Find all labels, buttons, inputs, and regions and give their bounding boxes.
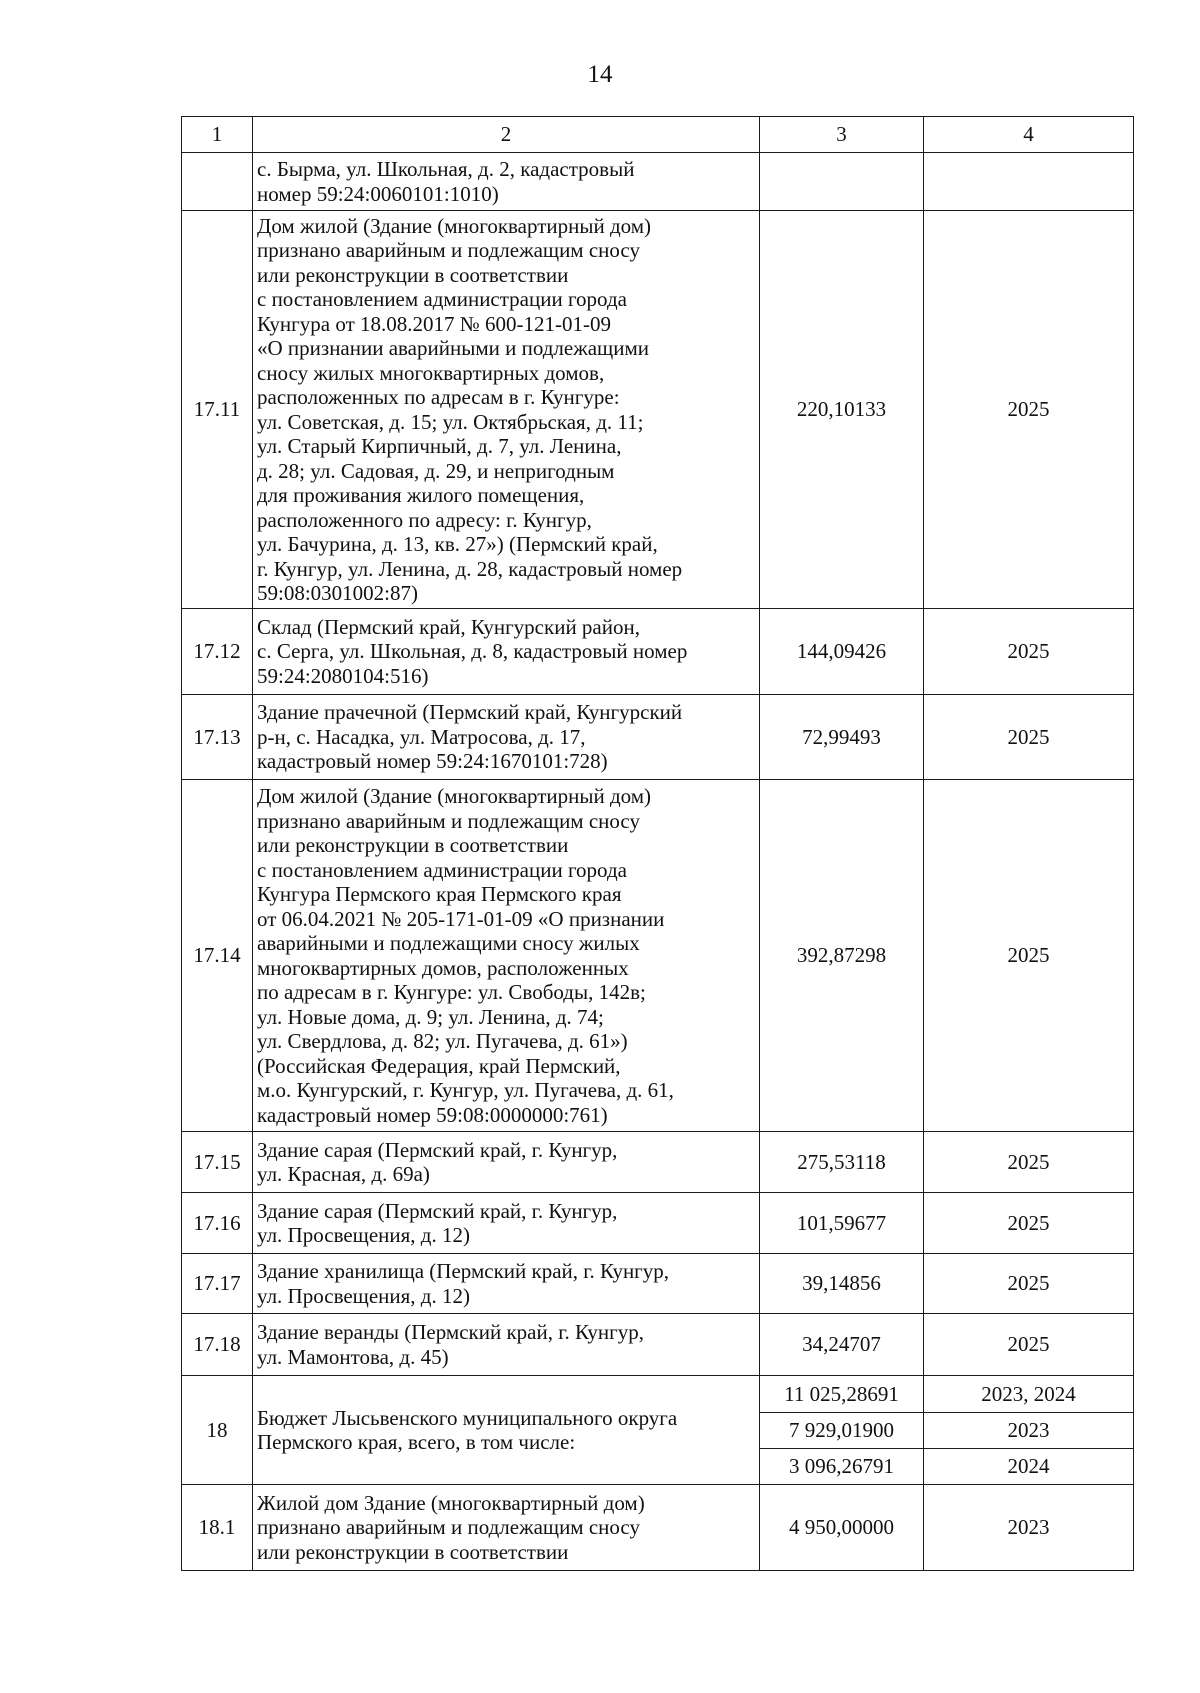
description-line: ул. Свердлова, д. 82; ул. Пугачева, д. 61») (257, 1029, 628, 1053)
row-year: 2025 (924, 1314, 1134, 1376)
row-year: 2024 (924, 1449, 1134, 1485)
description-line: ул. Просвещения, д. 12) (257, 1283, 470, 1308)
row-number: 17.12 (182, 609, 253, 695)
row-amount: 275,53118 (760, 1132, 924, 1193)
description-line: Бюджет Лысьвенского муниципального округа (257, 1405, 678, 1430)
row-amount: 144,09426 (760, 609, 924, 695)
description-line: номер 59:24:0060101:1010) (257, 181, 499, 206)
description-line: Кунгура от 18.08.2017 № 600-121-01-09 (257, 311, 612, 336)
description-line: «О признании аварийными и подлежащими (257, 336, 649, 360)
description-line: Кунгура Пермского края Пермского края (257, 882, 622, 906)
row-description (253, 695, 760, 780)
row-year: 2025 (924, 780, 1134, 1132)
description-line: (Российская Федерация, край Пермский, (257, 1053, 621, 1078)
table-row (182, 1314, 1134, 1376)
description-line: 59:24:2080104:516) (257, 663, 429, 688)
description-line: Здание прачечной (Пермский край, Кунгурский (257, 700, 683, 725)
description-line: расположенного по адресу: г. Кунгур, (257, 507, 592, 532)
row-number (182, 153, 253, 211)
table-row (182, 609, 1134, 695)
row-year: 2025 (924, 1132, 1134, 1193)
header-col-2: 2 (253, 117, 760, 153)
table-row-18 (182, 1376, 1134, 1413)
description-line: Пермского края, всего, в том числе: (257, 1430, 576, 1454)
row-year: 2025 (924, 211, 1134, 609)
description-line: или реконструкции в соответствии (257, 1539, 569, 1564)
table-row (182, 211, 1134, 609)
row-description (253, 1254, 760, 1314)
description-line: ул. Красная, д. 69а) (257, 1162, 430, 1186)
description-line: сносу жилых многоквартирных домов, (257, 360, 605, 385)
row-description (253, 1132, 760, 1193)
row-year: 2023 (924, 1485, 1134, 1571)
description-line: с постановлением администрации города (257, 287, 627, 311)
description-line: признано аварийным и подлежащим сносу (257, 808, 640, 833)
row-number: 17.16 (182, 1193, 253, 1254)
header-col-1: 1 (182, 117, 253, 153)
header-col-3: 3 (760, 117, 924, 153)
table-row (182, 780, 1134, 1132)
description-line: от 06.04.2021 № 205-171-01-09 «О признании (257, 906, 665, 931)
header-col-4: 4 (924, 117, 1134, 153)
description-line: с. Бырма, ул. Школьная, д. 2, кадастровый (257, 157, 635, 181)
table-row (182, 1254, 1134, 1314)
description-line: г. Кунгур, ул. Ленина, д. 28, кадастровый номер (257, 556, 683, 581)
row-number: 18.1 (182, 1485, 253, 1571)
description-line: ул. Новые дома, д. 9; ул. Ленина, д. 74; (257, 1004, 604, 1029)
row-amount: 3 096,26791 (760, 1449, 924, 1485)
row-year: 2025 (924, 695, 1134, 780)
row-description (253, 1314, 760, 1376)
row-amount: 220,10133 (760, 211, 924, 609)
row-number: 17.18 (182, 1314, 253, 1376)
description-line: с. Серга, ул. Школьная, д. 8, кадастровый номер (257, 639, 688, 664)
description-line: ул. Просвещения, д. 12) (257, 1223, 470, 1247)
description-line: Здание хранилища (Пермский край, г. Кунгур, (257, 1259, 670, 1283)
description-line: д. 28; ул. Садовая, д. 29, и непригодным (257, 458, 615, 483)
row-year: 2025 (924, 1254, 1134, 1314)
description-line: ул. Мамонтова, д. 45) (257, 1344, 449, 1369)
row-number: 17.15 (182, 1132, 253, 1193)
description-line: ул. Бачурина, д. 13, кв. 27») (Пермский край, (257, 532, 658, 556)
description-line: Дом жилой (Здание (многоквартирный дом) (257, 213, 652, 238)
row-amount (760, 153, 924, 211)
row-number: 17.13 (182, 695, 253, 780)
description-line: Жилой дом Здание (многоквартирный дом) (257, 1490, 645, 1515)
description-line: кадастровый номер 59:08:0000000:761) (257, 1102, 608, 1127)
description-line: многоквартирных домов, расположенных (257, 955, 629, 980)
row-year: 2025 (924, 1193, 1134, 1254)
row-amount: 7 929,01900 (760, 1413, 924, 1449)
row-year: 2025 (924, 609, 1134, 695)
description-line: 59:08:0301002:87) (257, 581, 418, 605)
row-year: 2023 (924, 1413, 1134, 1449)
row-number: 17.14 (182, 780, 253, 1132)
table-row (182, 1485, 1134, 1571)
row-amount: 34,24707 (760, 1314, 924, 1376)
description-line: ул. Старый Кирпичный, д. 7, ул. Ленина, (257, 434, 622, 458)
row-number: 17.17 (182, 1254, 253, 1314)
description-line: ул. Советская, д. 15; ул. Октябрьская, д. 11; (257, 409, 644, 434)
description-line: или реконструкции в соответствии (257, 833, 569, 857)
row-description (253, 1193, 760, 1254)
table-row (182, 1132, 1134, 1193)
description-line: с постановлением администрации города (257, 857, 627, 882)
description-line: для проживания жилого помещения, (257, 483, 585, 507)
description-line: кадастровый номер 59:24:1670101:728) (257, 749, 608, 774)
description-line: признано аварийным и подлежащим сносу (257, 238, 640, 262)
page-number: 14 (587, 61, 613, 88)
row-amount: 4 950,00000 (760, 1485, 924, 1571)
description-line: м.о. Кунгурский, г. Кунгур, ул. Пугачева, д. 61, (257, 1078, 674, 1102)
description-line: аварийными и подлежащими сносу жилых (257, 931, 640, 955)
row-description (253, 153, 760, 211)
row-amount: 39,14856 (760, 1254, 924, 1314)
row-amount: 11 025,28691 (760, 1376, 924, 1413)
row-amount: 72,99493 (760, 695, 924, 780)
description-line: расположенных по адресам в г. Кунгуре: (257, 385, 620, 409)
table-header-row (182, 117, 1134, 153)
description-line: Дом жилой (Здание (многоквартирный дом) (257, 784, 652, 808)
row-description (253, 1485, 760, 1571)
table-row (182, 153, 1134, 211)
description-line: по адресам в г. Кунгуре: ул. Свободы, 142в; (257, 980, 646, 1004)
description-line: Здание сарая (Пермский край, г. Кунгур, (257, 1198, 618, 1223)
description-line: Здание сарая (Пермский край, г. Кунгур, (257, 1137, 618, 1162)
description-line: Здание веранды (Пермский край, г. Кунгур, (257, 1320, 645, 1344)
description-line: Склад (Пермский край, Кунгурский район, (257, 614, 640, 639)
row-amount: 101,59677 (760, 1193, 924, 1254)
row-amount: 392,87298 (760, 780, 924, 1132)
row-description (253, 780, 760, 1132)
funding-table (181, 116, 1134, 1571)
row-description (253, 1376, 760, 1485)
table-row (182, 1193, 1134, 1254)
row-description (253, 609, 760, 695)
description-line: признано аварийным и подлежащим сносу (257, 1515, 640, 1540)
row-year (924, 153, 1134, 211)
table-row (182, 695, 1134, 780)
row-number: 18 (182, 1376, 253, 1485)
description-line: или реконструкции в соответствии (257, 262, 569, 287)
row-year: 2023, 2024 (924, 1376, 1134, 1413)
row-number: 17.11 (182, 211, 253, 609)
description-line: р-н, с. Насадка, ул. Матросова, д. 17, (257, 724, 586, 749)
row-description (253, 211, 760, 609)
